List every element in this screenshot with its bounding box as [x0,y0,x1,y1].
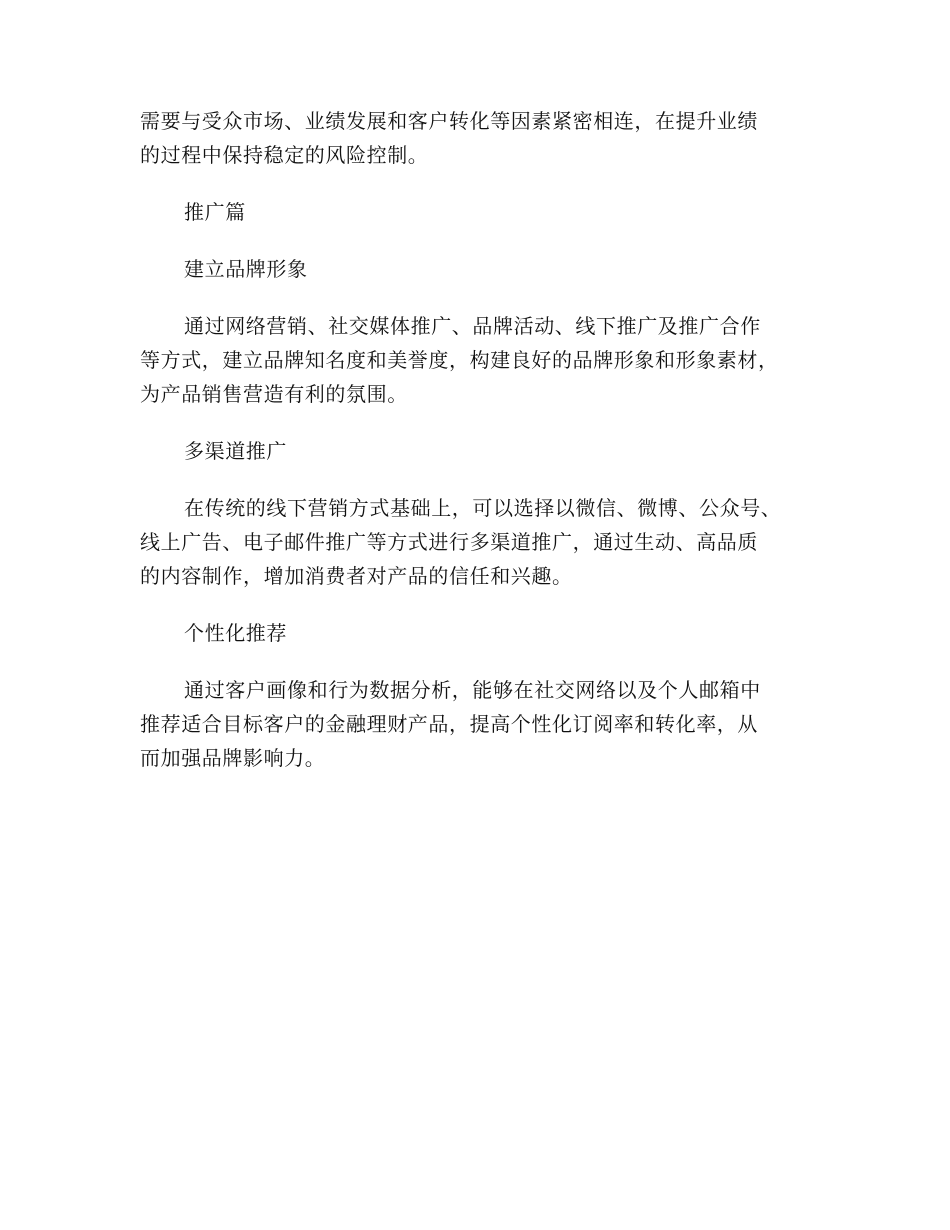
document-body [140,104,830,798]
paragraph [140,491,830,593]
paragraph-line: 为产品销售营造有利的氛围。 [140,382,408,406]
paragraph-line: 线上广告、电子邮件推广等方式进行多渠道推广，通过生动、高品质 [140,530,758,554]
paragraph-line: 而加强品牌影响力。 [140,746,326,770]
section-heading [140,616,830,650]
section-heading [140,434,830,468]
paragraph-line: 在传统的线下营销方式基础上，可以选择以微信、微博、公众号、 [184,496,782,520]
section-heading [140,252,830,286]
heading-text: 多渠道推广 [184,439,287,463]
heading-text: 个性化推荐 [184,621,287,645]
heading-text: 建立品牌形象 [184,257,308,281]
paragraph [140,673,830,775]
heading-text: 推广篇 [184,200,246,224]
paragraph-line: 推荐适合目标客户的金融理财产品，提高个性化订阅率和转化率，从 [140,712,758,736]
paragraph [140,104,830,172]
paragraph [140,309,830,411]
paragraph-line: 通过客户画像和行为数据分析，能够在社交网络以及个人邮箱中 [184,678,761,702]
paragraph-line: 的过程中保持稳定的风险控制。 [140,143,429,167]
section-heading [140,195,830,229]
paragraph-line: 通过网络营销、社交媒体推广、品牌活动、线下推广及推广合作 [184,314,761,338]
paragraph-line: 等方式，建立品牌知名度和美誉度，构建良好的品牌形象和形象素材， [140,348,779,372]
paragraph-line: 需要与受众市场、业绩发展和客户转化等因素紧密相连，在提升业绩 [140,109,758,133]
paragraph-line: 的内容制作，增加消费者对产品的信任和兴趣。 [140,564,573,588]
